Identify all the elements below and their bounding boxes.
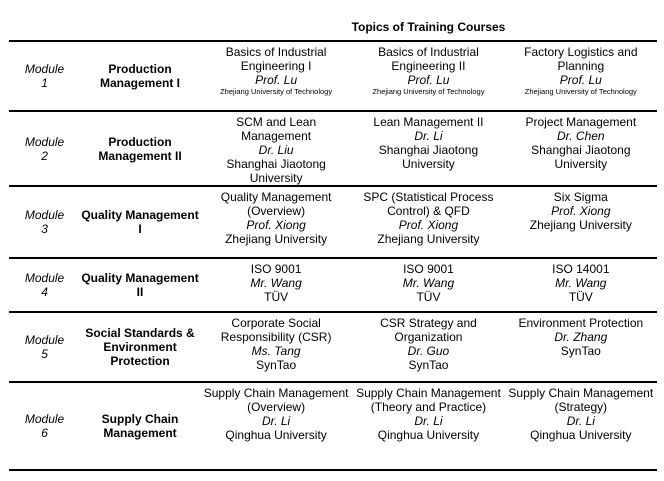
module-word: Module: [24, 271, 65, 285]
course-lecturer: Prof. Lu: [407, 73, 450, 87]
course-institution: TÜV: [416, 290, 441, 304]
course-cell: [200, 258, 352, 312]
course-title: Supply Chain Management (Theory and Practice): [356, 386, 501, 414]
module-number: 1: [41, 76, 48, 90]
course-cell: [505, 312, 657, 382]
module-row: [9, 382, 657, 470]
module-row: [9, 41, 657, 111]
course-title: Basics of Industrial Engineering I: [225, 45, 327, 73]
course-institution: Qinghua University: [530, 428, 632, 442]
course-institution: Zhejiang University of Technology: [372, 87, 485, 96]
module-word: Module: [24, 134, 65, 149]
course-cell: [200, 382, 352, 470]
course-lecturer: Prof. Xiong: [246, 218, 306, 232]
module-word: Module: [24, 333, 65, 347]
course-cell: [505, 258, 657, 312]
course-title: ISO 14001: [552, 262, 610, 276]
course-institution: Shanghai Jiaotong University: [226, 157, 326, 185]
module-row: [9, 312, 657, 382]
module-number: 5: [41, 347, 48, 361]
course-cell: [505, 41, 657, 111]
course-title: ISO 9001: [403, 262, 454, 276]
course-institution: Zhejiang University of Technology: [220, 87, 333, 96]
course-lecturer: Dr. Liu: [258, 143, 294, 157]
course-institution: Zhejiang University: [377, 232, 480, 246]
course-title: CSR Strategy and Organization: [380, 316, 477, 344]
course-lecturer: Dr. Li: [566, 414, 595, 428]
course-institution: Zhejiang University: [529, 218, 632, 232]
course-institution: SynTao: [408, 358, 449, 372]
module-label-cell: [9, 41, 80, 111]
course-cell: [200, 111, 352, 186]
course-cell: [352, 41, 504, 111]
module-number: 6: [41, 426, 48, 440]
module-number: 4: [41, 285, 48, 299]
course-cell: [200, 41, 352, 111]
course-title: SPC (Statistical Process Control) & QFD: [363, 190, 494, 218]
module-number: 3: [41, 222, 48, 236]
course-institution: TÜV: [568, 290, 593, 304]
module-label-cell: [9, 186, 80, 258]
course-lecturer: Dr. Li: [414, 414, 443, 428]
course-title: Corporate Social Responsibility (CSR): [220, 316, 332, 344]
course-title: Factory Logistics and Planning: [524, 45, 638, 73]
course-cell: [352, 382, 504, 470]
course-institution: TÜV: [264, 290, 289, 304]
course-lecturer: Ms. Tang: [251, 344, 301, 358]
course-lecturer: Prof. Lu: [559, 73, 602, 87]
course-title: Lean Management II: [373, 115, 484, 129]
course-institution: Shanghai Jiaotong University: [378, 143, 479, 171]
course-title: Environment Protection: [518, 316, 644, 330]
course-cell: [505, 186, 657, 258]
course-cell: [505, 111, 657, 186]
module-word: Module: [24, 412, 65, 426]
course-lecturer: Mr. Wang: [555, 276, 607, 290]
course-cell: [505, 382, 657, 470]
course-title: Supply Chain Management (Strategy): [508, 386, 654, 414]
course-lecturer: Dr. Li: [414, 129, 443, 143]
course-title: Supply Chain Management (Overview): [203, 386, 349, 414]
course-title: Six Sigma: [553, 190, 608, 204]
course-cell: [352, 312, 504, 382]
course-cell: [200, 186, 352, 258]
module-label-cell: [9, 111, 80, 186]
module-label-cell: [9, 258, 80, 312]
course-title: Project Management: [525, 115, 637, 129]
module-label-cell: [9, 312, 80, 382]
course-institution: Shanghai Jiaotong University: [531, 143, 631, 171]
course-title: Quality Management (Overview): [220, 190, 332, 218]
module-name: Production Management I: [80, 41, 200, 111]
course-title: SCM and Lean Management: [236, 115, 317, 143]
course-title: ISO 9001: [250, 262, 302, 276]
course-lecturer: Mr. Wang: [250, 276, 302, 290]
header-blank-cell: [9, 14, 80, 41]
course-lecturer: Dr. Guo: [407, 344, 450, 358]
table-title: Topics of Training Courses: [351, 20, 506, 34]
course-cell: [200, 312, 352, 382]
course-lecturer: Prof. Xiong: [551, 204, 611, 218]
course-cell: [352, 186, 504, 258]
module-word: Module: [24, 62, 65, 76]
module-label-cell: [9, 382, 80, 470]
module-row: [9, 186, 657, 258]
course-cell: [352, 258, 504, 312]
course-institution: SynTao: [256, 358, 297, 372]
module-name: Supply Chain Management: [80, 382, 200, 470]
course-institution: Qinghua University: [225, 428, 327, 442]
module-name: Social Standards & Environment Protection: [80, 312, 200, 382]
course-institution: Qinghua University: [377, 428, 480, 442]
table-header-row: [9, 14, 657, 41]
module-row: [9, 258, 657, 312]
course-lecturer: Dr. Li: [261, 414, 291, 428]
module-word: Module: [24, 208, 65, 222]
course-lecturer: Mr. Wang: [402, 276, 455, 290]
course-cell: [352, 111, 504, 186]
module-row: [9, 111, 657, 186]
module-name: Quality Management I: [80, 186, 200, 258]
course-title: Basics of Industrial Engineering II: [378, 45, 479, 73]
course-lecturer: Prof. Xiong: [398, 218, 459, 232]
training-courses-table: [9, 14, 657, 471]
course-institution: SynTao: [560, 344, 601, 358]
course-institution: Zhejiang University of Technology: [524, 87, 637, 96]
course-lecturer: Dr. Chen: [557, 129, 605, 143]
course-lecturer: Prof. Lu: [255, 73, 298, 87]
module-number: 2: [41, 148, 48, 163]
course-institution: Zhejiang University: [225, 232, 328, 246]
course-lecturer: Dr. Zhang: [554, 330, 608, 344]
module-name: Production Management II: [80, 111, 200, 186]
header-blank-cell: [80, 14, 200, 41]
module-name: Quality Management II: [80, 258, 200, 312]
